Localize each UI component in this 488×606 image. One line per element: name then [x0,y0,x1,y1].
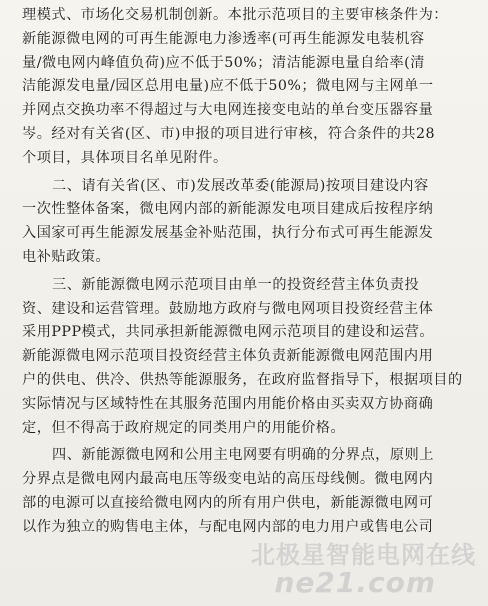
text-line: 岑。经对有关省(区、市)申报的项目进行审核，符合条件的共28 [22,125,436,142]
watermark [251,542,476,598]
text-line: 洁能源发电量/园区总用电量)应不低于50%；微电网与主网单一 [22,78,434,95]
text-line: 以作为独立的购售电主体，与配电网内部的电力用户或售电公司 [22,518,434,535]
text-line: 理模式、市场化交易机制创新。本批示范项目的主要审核条件为： [22,7,448,23]
text-line: 新能源微电网的可再生能源电力渗透率(可再生能源发电装机容 [22,30,425,47]
text-line: 分界点是微电网内最高电压等级变电站的高压母线侧。微电网内 [22,471,434,488]
text-line: 采用PPP模式，共同承担新能源微电网示范项目的建设和运营。 [22,324,435,341]
text-line: 部的电源可以直接给微电网内的所有用户供电，新能源微电网可 [22,494,434,511]
text-line: 电补贴政策。 [22,248,111,265]
text-line: 新能源微电网示范项目投资经营主体负责新能源微电网范围内用 [22,348,434,365]
text-line: 入国家可再生能源发展基金补贴范围，执行分布式可再生能源发 [22,225,434,242]
text-line: 并网点交换功率不得超过与大电网连接变电站的单台变压器容量 [22,102,434,119]
text-line: 三、新能源微电网示范项目由单一的投资经营主体负责投 [52,276,420,293]
watermark-text: 北极星智能电网在线 [251,541,476,569]
text-line: 二、请有关省(区、市)发展改革委(能源局)按项目建设内容 [52,177,429,194]
text-line: 量/微电网内峰值负荷)应不低于50%；清洁能源电量自给率(清 [22,54,425,71]
paragraph-4 [22,444,472,539]
text-line: 实际情况与区域特性在其服务范围内用能价格由买卖双方协商确 [22,395,434,412]
text-line: 资、建设和运营管理。鼓励地方政府与微电网项目投资经营主体 [22,300,434,317]
paragraph-1 [22,4,472,171]
document-body [22,4,472,540]
text-line: 四、新能源微电网和公用主电网要有明确的分界点，原则上 [52,447,434,464]
text-line: 定，但不得高于政府规定的同类用户的用能价格。 [22,419,346,436]
paragraph-3 [22,274,472,441]
watermark-url: ne21.com [274,566,436,599]
text-line: 一次性整体备案，微电网内部的新能源发电项目建成后按程序纳 [22,201,434,218]
text-line: 户的供电、供冷、供热等能源服务，在政府监督指导下，根据项目的 [22,371,463,388]
paragraph-2 [22,175,472,270]
text-line: 个项目，具体项目名单见附件。 [22,149,228,166]
